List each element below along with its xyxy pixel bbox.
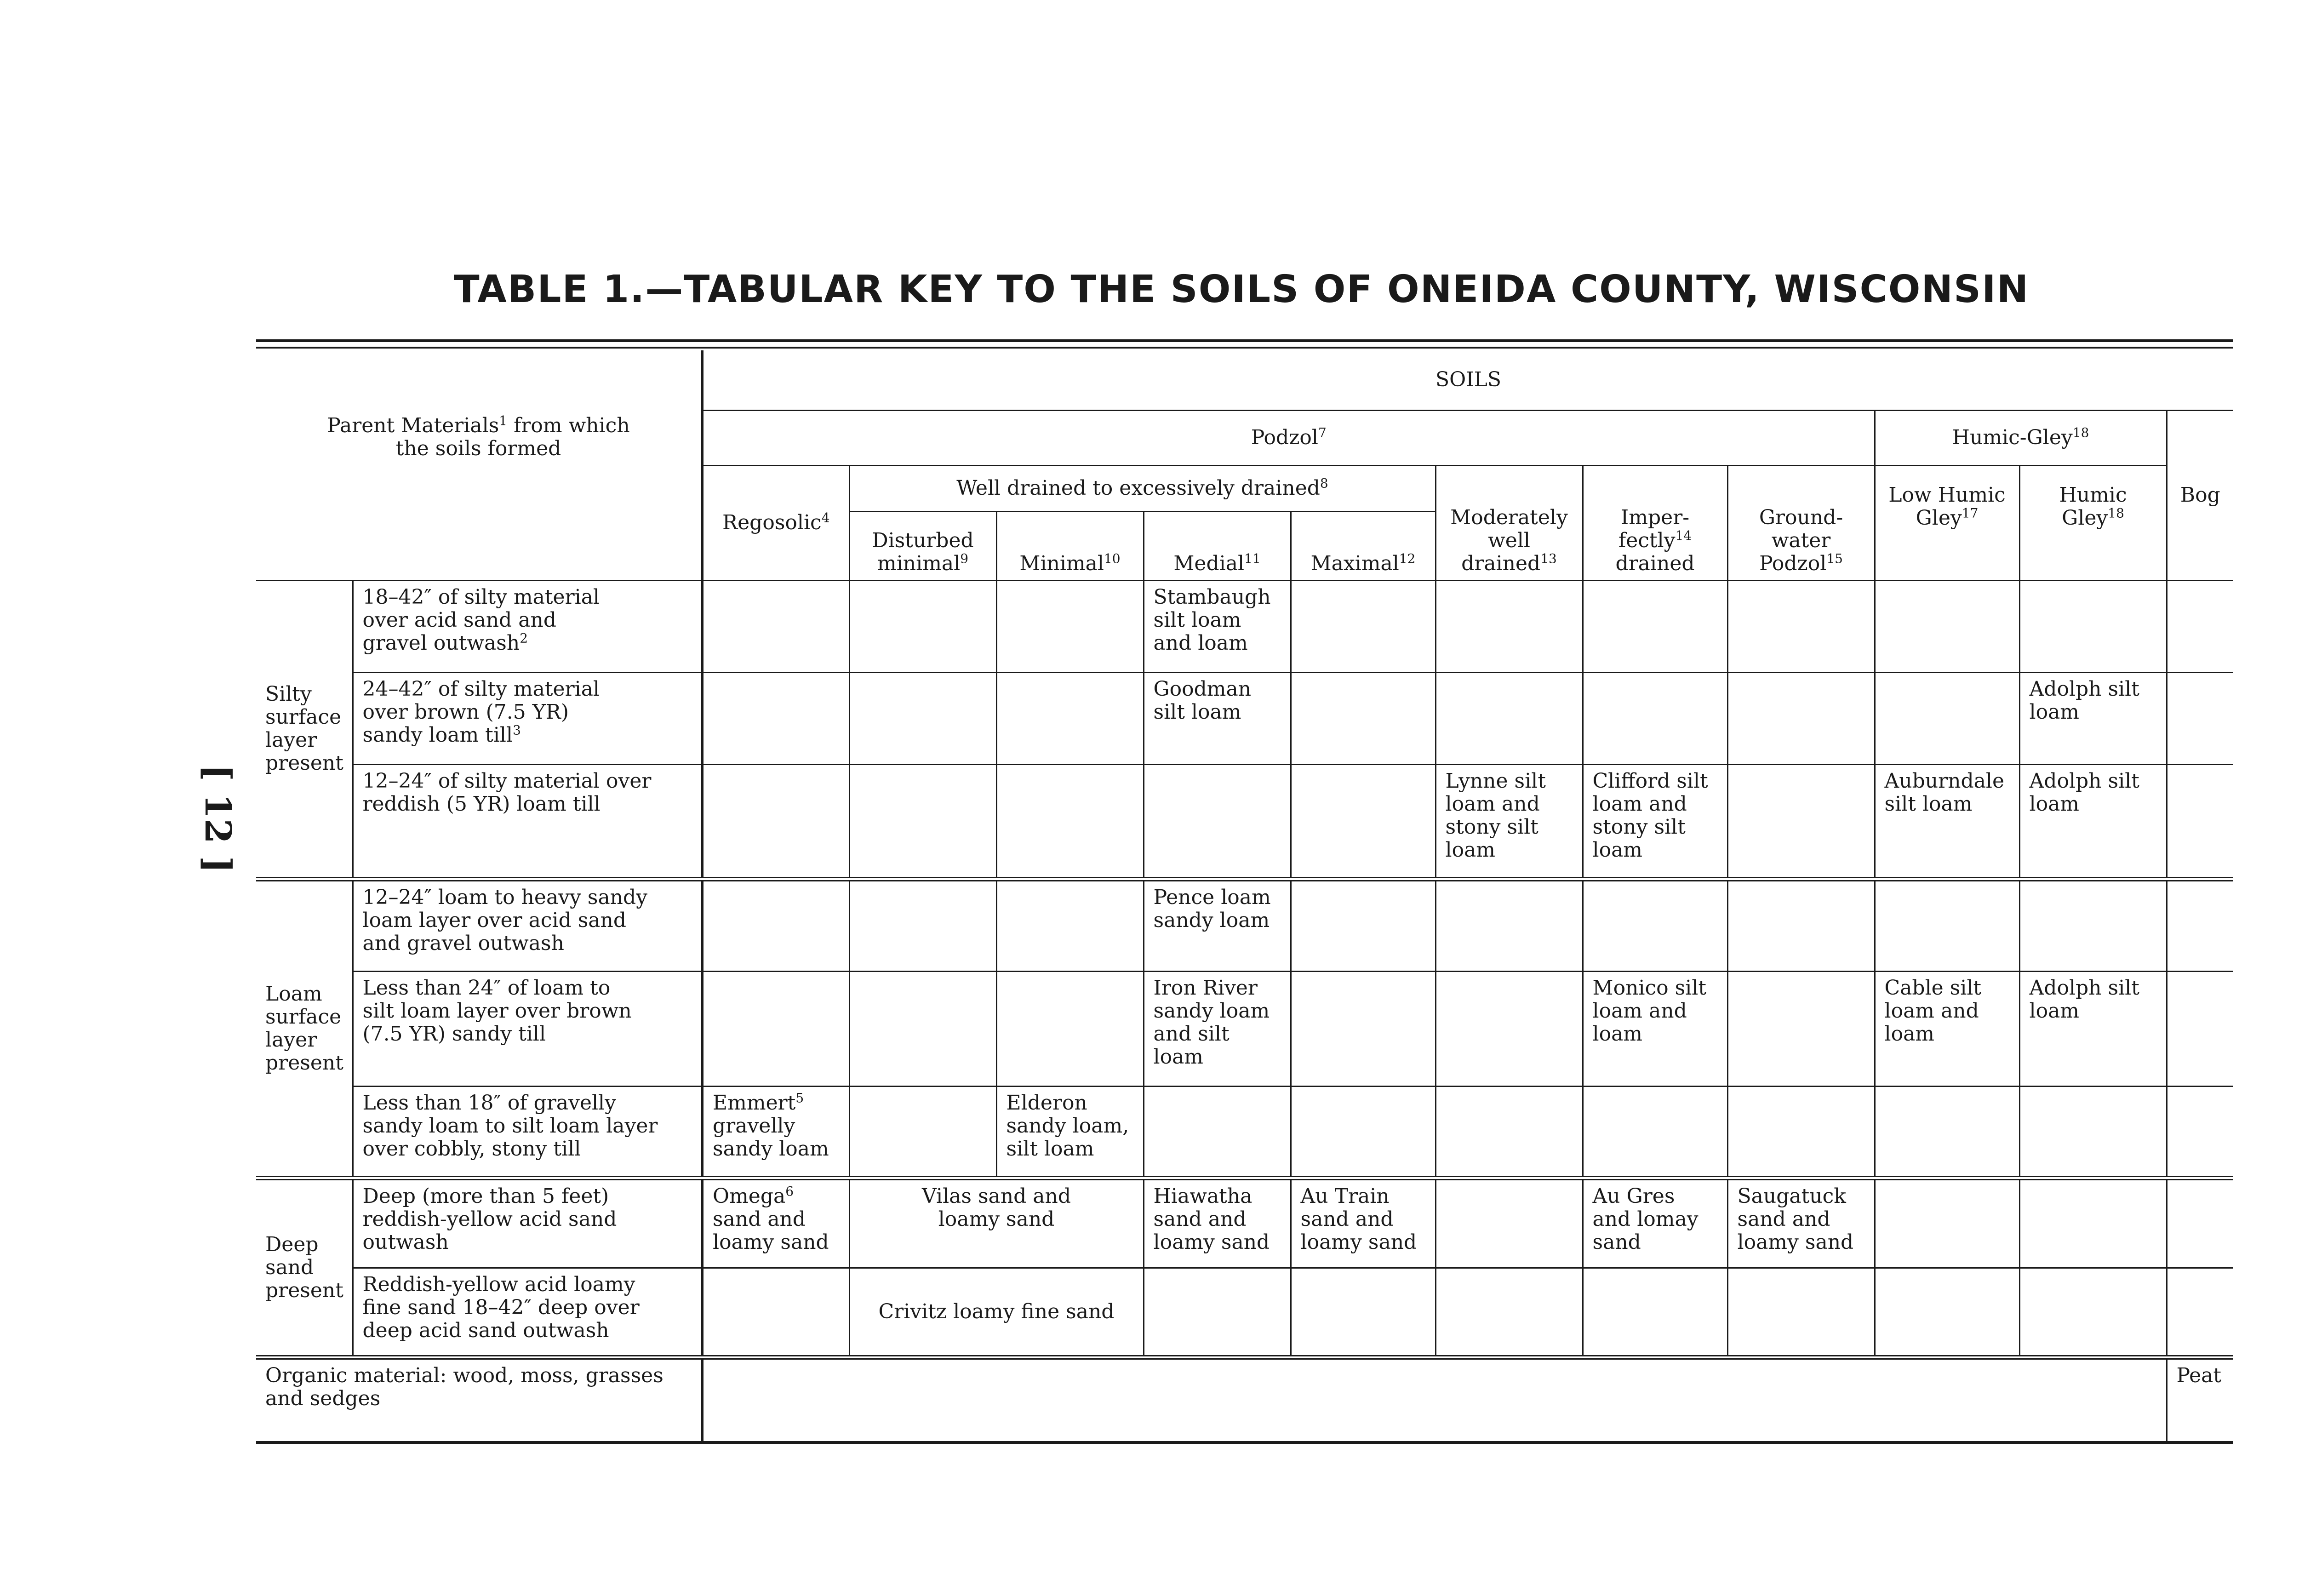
- minimal-cell: [996, 672, 1144, 764]
- table-row: [256, 580, 2233, 672]
- material-cell: [353, 672, 702, 764]
- imperfectly-cell: [1583, 1086, 1727, 1178]
- low-humic-gley-cell: [1875, 1268, 2019, 1357]
- footnote-ref: 18: [2072, 425, 2089, 440]
- top-rule-1: [256, 339, 2233, 342]
- footnote-ref: 13: [1540, 550, 1557, 566]
- soil-name: Emmert: [713, 1091, 796, 1115]
- regosolic-cell: [702, 971, 849, 1086]
- regosolic-cell: [702, 672, 849, 764]
- maximal-cell: [1291, 879, 1435, 971]
- humic-gley-cell: [2019, 580, 2167, 672]
- header-row-1: [256, 350, 2233, 410]
- medial-cell: Iron River sandy loam and silt loam: [1144, 971, 1291, 1086]
- footnote-ref: 2: [520, 630, 528, 646]
- header-text: Regosolic: [722, 511, 822, 534]
- groundwater-podzol-cell: [1727, 580, 1875, 672]
- minimal-header: [996, 511, 1144, 580]
- soils-header: SOILS: [702, 350, 2233, 410]
- minimal-cell: [996, 879, 1144, 971]
- regosolic-cell: [702, 764, 849, 879]
- groundwater-podzol-cell: [1727, 879, 1875, 971]
- material-text: Less than 24″ of loam to silt loam layer over brown (7.5 YR) sandy till: [362, 976, 632, 1046]
- footnote-ref: 5: [795, 1090, 804, 1105]
- humic-gley-cell: Adolph silt loam: [2019, 764, 2167, 879]
- table-row: [256, 672, 2233, 764]
- moderately-well-cell: [1435, 971, 1583, 1086]
- disturbed-minimal-cell: [849, 971, 996, 1086]
- material-cell: [353, 971, 702, 1086]
- groundwater-podzol-cell: Saugatuck sand and loamy sand: [1727, 1178, 1875, 1268]
- groundwater-podzol-cell: [1727, 1086, 1875, 1178]
- disturbed-minimal-header: [849, 511, 996, 580]
- footnote-ref: 15: [1826, 550, 1843, 566]
- humic-gley-cell: Adolph silt loam: [2019, 672, 2167, 764]
- material-cell: [353, 1268, 702, 1357]
- soil-name: gravelly sandy loam: [713, 1114, 829, 1161]
- table-row: [256, 971, 2233, 1086]
- low-humic-gley-cell: [1875, 879, 2019, 971]
- organic-empty-span: [702, 1357, 2167, 1442]
- material-cell: [353, 1086, 702, 1178]
- bog-cell: [2167, 1268, 2233, 1357]
- table-row: [256, 1268, 2233, 1357]
- maximal-cell: [1291, 1086, 1435, 1178]
- table-row: [256, 764, 2233, 879]
- regosolic-cell: [702, 580, 849, 672]
- material-text: 12–24″ loam to heavy sandy loam layer over acid sand and gravel outwash: [362, 886, 648, 955]
- maximal-cell: [1291, 971, 1435, 1086]
- table-row: [256, 1178, 2233, 1268]
- footnote-ref: 1: [499, 413, 508, 429]
- maximal-cell: [1291, 764, 1435, 879]
- disturbed-minimal-span-cell: Vilas sand and loamy sand: [849, 1178, 1144, 1268]
- footnote-ref: 18: [2108, 505, 2124, 521]
- disturbed-minimal-cell: [849, 672, 996, 764]
- header-text: Moderately well drained: [1450, 505, 1568, 575]
- bog-cell: [2167, 580, 2233, 672]
- material-cell: [353, 1178, 702, 1268]
- organic-row: [256, 1357, 2233, 1442]
- header-text: Low Humic Gley: [1888, 483, 2006, 530]
- group-label-silty: Silty surface layer present: [256, 580, 353, 879]
- footnote-ref: 7: [1318, 425, 1327, 440]
- page-number: [ 12 ]: [196, 764, 239, 873]
- group-label-deep-sand: Deep sand present: [256, 1178, 353, 1357]
- humic-gley-col-header: [2019, 465, 2167, 580]
- moderately-well-cell: [1435, 672, 1583, 764]
- disturbed-minimal-cell: [849, 580, 996, 672]
- moderately-well-cell: [1435, 580, 1583, 672]
- medial-cell: Goodman silt loam: [1144, 672, 1291, 764]
- bog-cell: [2167, 764, 2233, 879]
- imperfectly-cell: [1583, 879, 1727, 971]
- humic-gley-cell: [2019, 879, 2167, 971]
- header-text: Parent Materials: [327, 414, 499, 438]
- minimal-cell: [996, 971, 1144, 1086]
- regosolic-cell: [702, 1178, 849, 1268]
- soil-name: sand and loamy sand: [713, 1207, 829, 1254]
- moderately-well-cell: [1435, 879, 1583, 971]
- header-text: Imper- fectly: [1618, 505, 1690, 552]
- bog-cell: [2167, 879, 2233, 971]
- footnote-ref: 17: [1962, 505, 1979, 521]
- humic-gley-header: [1875, 410, 2167, 465]
- soil-name: Omega: [713, 1184, 786, 1208]
- regosolic-cell: [702, 1268, 849, 1357]
- material-cell: [353, 764, 702, 879]
- table-row: [256, 879, 2233, 971]
- regosolic-cell: [702, 1086, 849, 1178]
- groundwater-podzol-cell: [1727, 672, 1875, 764]
- material-text: Deep (more than 5 feet) reddish-yellow acid sand outwash: [362, 1184, 617, 1254]
- regosolic-header: [702, 465, 849, 580]
- groundwater-podzol-cell: [1727, 971, 1875, 1086]
- imperfectly-drained-header: [1583, 465, 1727, 580]
- maximal-cell: [1291, 580, 1435, 672]
- imperfectly-cell: [1583, 1268, 1727, 1357]
- moderately-well-cell: [1435, 1086, 1583, 1178]
- material-text: 18–42″ of silty material over acid sand and gravel outwash: [362, 585, 600, 655]
- imperfectly-cell: [1583, 580, 1727, 672]
- material-cell: [353, 879, 702, 971]
- header-text: drained: [1615, 551, 1695, 575]
- header-text: Disturbed minimal: [872, 528, 974, 575]
- footnote-ref: 11: [1244, 550, 1261, 566]
- maximal-header: [1291, 511, 1435, 580]
- material-text: 12–24″ of silty material over reddish (5 YR) loam till: [362, 769, 652, 816]
- imperfectly-cell: Au Gres and lomay sand: [1583, 1178, 1727, 1268]
- bog-cell: Peat: [2167, 1357, 2233, 1442]
- material-text: 24–42″ of silty material over brown (7.5 YR) sandy loam till: [362, 677, 600, 747]
- organic-material-cell: Organic material: wood, moss, grasses and sedges: [256, 1357, 702, 1442]
- bog-header: Bog: [2167, 410, 2233, 580]
- groundwater-podzol-header: [1727, 465, 1875, 580]
- imperfectly-cell: [1583, 672, 1727, 764]
- low-humic-gley-cell: Cable silt loam and loam: [1875, 971, 2019, 1086]
- podzol-header: [702, 410, 1875, 465]
- medial-header: [1144, 511, 1291, 580]
- header-text: Humic Gley: [2059, 483, 2127, 530]
- bog-cell: [2167, 1178, 2233, 1268]
- low-humic-gley-cell: Auburndale silt loam: [1875, 764, 2019, 879]
- header-text: Maximal: [1310, 551, 1399, 575]
- header-text: from which the soils formed: [395, 414, 630, 461]
- imperfectly-cell: Clifford silt loam and stony silt loam: [1583, 764, 1727, 879]
- humic-gley-cell: Adolph silt loam: [2019, 971, 2167, 1086]
- medial-cell: [1144, 1268, 1291, 1357]
- bog-cell: [2167, 672, 2233, 764]
- low-humic-gley-cell: [1875, 672, 2019, 764]
- footnote-ref: 8: [1320, 475, 1328, 491]
- maximal-cell: [1291, 1268, 1435, 1357]
- moderately-well-cell: [1435, 1178, 1583, 1268]
- humic-gley-cell: [2019, 1086, 2167, 1178]
- disturbed-minimal-cell: [849, 764, 996, 879]
- soil-key-table: [256, 350, 2233, 1444]
- header-text: Medial: [1173, 551, 1245, 575]
- well-drained-header: [849, 465, 1435, 511]
- material-text: Reddish-yellow acid loamy fine sand 18–42″ deep over deep acid sand outwash: [362, 1272, 640, 1342]
- parent-materials-header: [256, 350, 702, 580]
- groundwater-podzol-cell: [1727, 764, 1875, 879]
- minimal-cell: Elderon sandy loam, silt loam: [996, 1086, 1144, 1178]
- minimal-cell: [996, 764, 1144, 879]
- low-humic-gley-cell: [1875, 580, 2019, 672]
- medial-cell: [1144, 1086, 1291, 1178]
- moderately-well-cell: Lynne silt loam and stony silt loam: [1435, 764, 1583, 879]
- imperfectly-cell: Monico silt loam and loam: [1583, 971, 1727, 1086]
- table-title: TABLE 1.—TABULAR KEY TO THE SOILS OF ONEIDA COUNTY, WISCONSIN: [453, 268, 2030, 311]
- header-text: Well drained to excessively drained: [956, 476, 1320, 500]
- top-rule-2: [256, 347, 2233, 349]
- low-humic-gley-cell: [1875, 1086, 2019, 1178]
- header-text: Humic-Gley: [1952, 426, 2073, 449]
- bog-cell: [2167, 971, 2233, 1086]
- footnote-ref: 14: [1675, 527, 1692, 543]
- disturbed-minimal-cell: [849, 1086, 996, 1178]
- medial-cell: [1144, 764, 1291, 879]
- maximal-cell: Au Train sand and loamy sand: [1291, 1178, 1435, 1268]
- humic-gley-cell: [2019, 1178, 2167, 1268]
- medial-cell: Stambaugh silt loam and loam: [1144, 580, 1291, 672]
- minimal-cell: [996, 580, 1144, 672]
- maximal-cell: [1291, 672, 1435, 764]
- low-humic-gley-header: [1875, 465, 2019, 580]
- humic-gley-cell: [2019, 1268, 2167, 1357]
- group-label-loam: Loam surface layer present: [256, 879, 353, 1178]
- footnote-ref: 12: [1399, 550, 1416, 566]
- disturbed-minimal-span-cell: Crivitz loamy fine sand: [849, 1268, 1144, 1357]
- footnote-ref: 10: [1104, 550, 1121, 566]
- regosolic-cell: [702, 879, 849, 971]
- header-text: Ground- water Podzol: [1759, 505, 1843, 575]
- bog-cell: [2167, 1086, 2233, 1178]
- material-text: Less than 18″ of gravelly sandy loam to silt loam layer over cobbly, stony till: [362, 1091, 658, 1161]
- footnote-ref: 4: [821, 510, 830, 526]
- moderately-well-drained-header: [1435, 465, 1583, 580]
- disturbed-minimal-cell: [849, 879, 996, 971]
- groundwater-podzol-cell: [1727, 1268, 1875, 1357]
- low-humic-gley-cell: [1875, 1178, 2019, 1268]
- footnote-ref: 6: [785, 1184, 794, 1199]
- footnote-ref: 9: [960, 550, 969, 566]
- moderately-well-cell: [1435, 1268, 1583, 1357]
- medial-cell: Hiawatha sand and loamy sand: [1144, 1178, 1291, 1268]
- material-cell: [353, 580, 702, 672]
- header-text: Minimal: [1019, 551, 1104, 575]
- medial-cell: Pence loam sandy loam: [1144, 879, 1291, 971]
- table-row: [256, 1086, 2233, 1178]
- header-text: Podzol: [1251, 426, 1318, 449]
- footnote-ref: 3: [513, 722, 521, 738]
